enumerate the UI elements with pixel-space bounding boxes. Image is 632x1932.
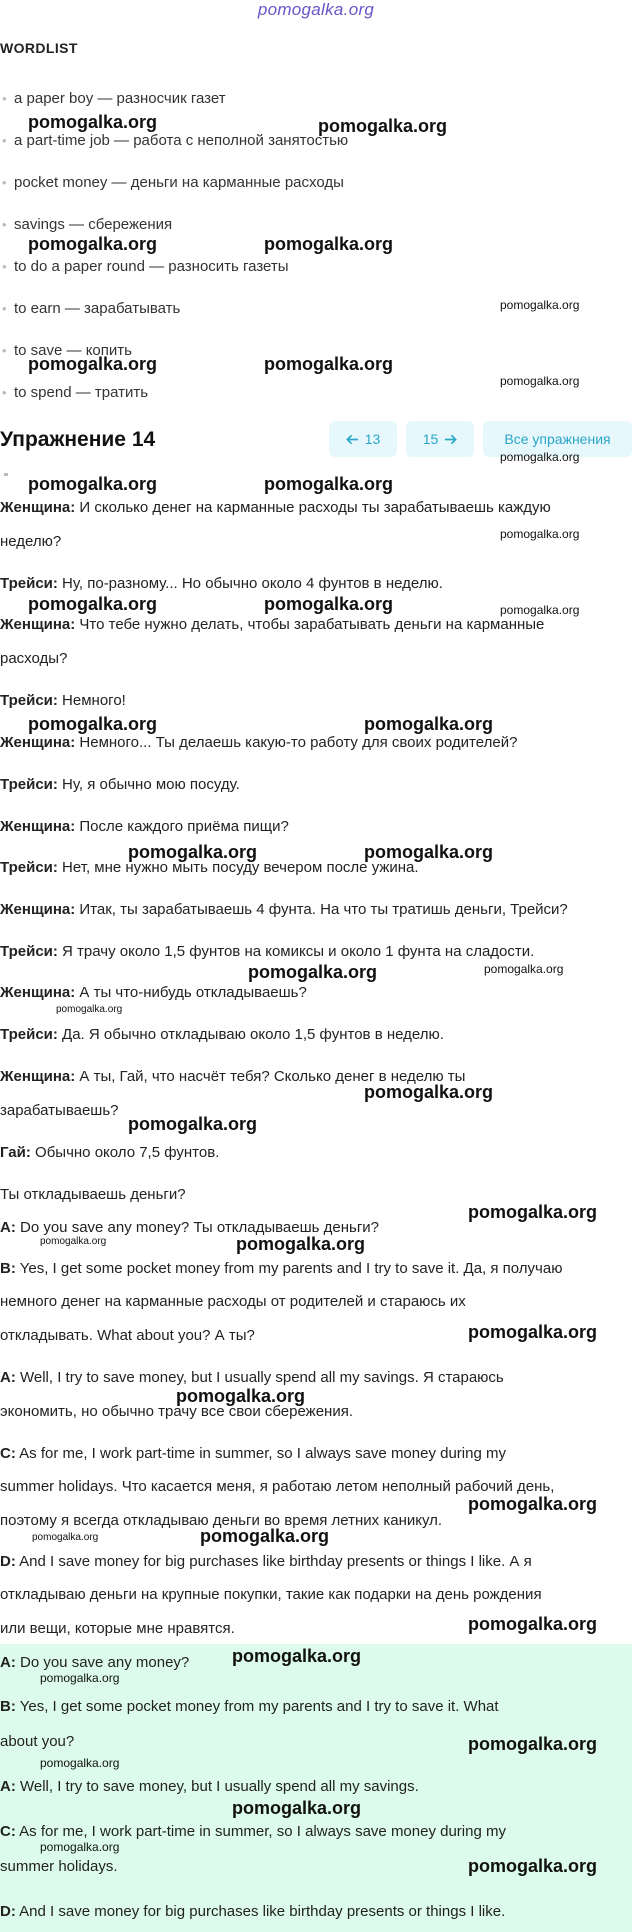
- english-line: A: Do you save any money?: [0, 1654, 190, 1671]
- answer-line: откладываю деньги на крупные покупки, такие как подарки на день рождения: [0, 1586, 542, 1603]
- dialogue-line: Женщина: Немного... Ты делаешь какую-то работу для своих родителей?: [0, 734, 518, 751]
- watermark: pomogalka.org: [500, 603, 580, 617]
- watermark: pomogalka.org: [128, 1114, 258, 1134]
- dialogue-line: Трейси: Ну, по-разному... Но обычно около 4 фунтов в неделю.: [0, 575, 443, 592]
- wordlist-item: • pocket money — деньги на карманные расходы: [14, 174, 344, 191]
- watermark: pomogalka.org: [28, 354, 158, 374]
- watermark: pomogalka.org: [318, 116, 448, 136]
- dialogue-line: Ты откладываешь деньги?: [0, 1186, 186, 1203]
- watermark: pomogalka.org: [40, 1671, 120, 1685]
- watermark: pomogalka.org: [264, 234, 394, 254]
- watermark: pomogalka.org: [364, 1082, 494, 1102]
- watermark: pomogalka.org: [468, 1202, 598, 1222]
- wordlist-item: • savings — сбережения: [14, 216, 172, 233]
- dialogue-line: расходы?: [0, 650, 68, 667]
- watermark: pomogalka.org: [128, 842, 258, 862]
- dialogue-line: Женщина: Что тебе нужно делать, чтобы зарабатывать деньги на карманные: [0, 616, 545, 633]
- english-line: B: Yes, I get some pocket money from my parents and I try to save it. What: [0, 1698, 499, 1715]
- dialogue-line: Трейси: Нет, мне нужно мыть посуду вечером после ужина.: [0, 859, 419, 876]
- wordlist-item: • to save — копить: [14, 342, 132, 359]
- exercise-title: Упражнение 14: [0, 428, 156, 451]
- watermark: pomogalka.org: [468, 1734, 598, 1754]
- arrow-right-icon: [444, 433, 457, 446]
- dialogue-line: неделю?: [0, 533, 62, 550]
- watermark: pomogalka.org: [232, 1798, 362, 1818]
- watermark: pomogalka.org: [468, 1614, 598, 1634]
- english-line: C: As for me, I work part-time in summer, so I always save money during my: [0, 1823, 506, 1840]
- watermark: pomogalka.org: [264, 594, 394, 614]
- next-exercise-label: 15: [422, 431, 439, 447]
- dialogue-line: Гай: Обычно около 7,5 фунтов.: [0, 1144, 220, 1161]
- answer-line: D: And I save money for big purchases like birthday presents or things I like. А я: [0, 1553, 532, 1570]
- answer-line: summer holidays. Что касается меня, я работаю летом неполный рабочий день,: [0, 1478, 555, 1495]
- wordlist-item: • a part-time job — работа с неполной занятостью: [14, 132, 348, 149]
- prev-exercise-button[interactable]: [329, 421, 397, 457]
- watermark: pomogalka.org: [484, 962, 564, 976]
- answer-line: B: Yes, I get some pocket money from my parents and I try to save it. Да, я получаю: [0, 1260, 563, 1277]
- site-logo[interactable]: pomogalka.org: [257, 0, 375, 19]
- watermark: pomogalka.org: [40, 1236, 107, 1247]
- dialogue-line: зарабатываешь?: [0, 1102, 119, 1119]
- english-line: summer holidays.: [0, 1858, 118, 1875]
- answer-line: или вещи, которые мне нравятся.: [0, 1620, 235, 1637]
- next-exercise-button[interactable]: [406, 421, 474, 457]
- answer-line: A: Do you save any money? Ты откладываешь деньги?: [0, 1219, 380, 1236]
- watermark: pomogalka.org: [364, 714, 494, 734]
- answer-line: C: As for me, I work part-time in summer, so I always save money during my: [0, 1445, 506, 1462]
- watermark: pomogalka.org: [40, 1840, 120, 1854]
- watermark: pomogalka.org: [32, 1532, 99, 1543]
- answer-line: поэтому я всегда откладываю деньги во время летних каникул.: [0, 1512, 443, 1529]
- dialogue-line: Женщина: А ты, Гай, что насчёт тебя? Сколько денег в неделю ты: [0, 1068, 466, 1085]
- all-exercises-label: Все упражнения: [504, 431, 611, 447]
- watermark: pomogalka.org: [500, 450, 580, 464]
- answer-line: откладывать. What about you? А ты?: [0, 1327, 255, 1344]
- dialogue-line: Трейси: Ну, я обычно мою посуду.: [0, 776, 240, 793]
- english-line: D: And I save money for big purchases like birthday presents or things I like.: [0, 1903, 506, 1920]
- divider-mark: [4, 473, 8, 476]
- answer-line: немного денег на карманные расходы от родителей и стараюсь их: [0, 1293, 466, 1310]
- watermark: pomogalka.org: [28, 474, 158, 494]
- dialogue-line: Трейси: Немного!: [0, 692, 126, 709]
- wordlist-item: • to spend — тратить: [14, 384, 148, 401]
- wordlist-heading: WORDLIST: [0, 40, 78, 56]
- watermark: pomogalka.org: [236, 1234, 366, 1254]
- watermark: pomogalka.org: [200, 1526, 330, 1546]
- wordlist-item: • to earn — зарабатывать: [14, 300, 180, 317]
- watermark: pomogalka.org: [40, 1756, 120, 1770]
- dialogue-line: Женщина: И сколько денег на карманные расходы ты зарабатываешь каждую: [0, 499, 551, 516]
- watermark: pomogalka.org: [364, 842, 494, 862]
- answer-line: A: Well, I try to save money, but I usually spend all my savings. Я стараюсь: [0, 1369, 504, 1386]
- watermark: pomogalka.org: [264, 474, 394, 494]
- answer-line: экономить, но обычно трачу все свои сбережения.: [0, 1403, 353, 1420]
- arrow-left-icon: [346, 433, 359, 446]
- watermark: pomogalka.org: [28, 234, 158, 254]
- dialogue-line: Трейси: Да. Я обычно откладываю около 1,5 фунтов в неделю.: [0, 1026, 444, 1043]
- watermark: pomogalka.org: [176, 1386, 306, 1406]
- dialogue-line: Женщина: А ты что-нибудь откладываешь?: [0, 984, 307, 1001]
- watermark: pomogalka.org: [264, 354, 394, 374]
- wordlist-item: • to do a paper round — разносить газеты: [14, 258, 289, 275]
- watermark: pomogalka.org: [28, 112, 158, 132]
- dialogue-line: Женщина: После каждого приёма пищи?: [0, 818, 289, 835]
- prev-exercise-label: 13: [364, 431, 381, 447]
- watermark: pomogalka.org: [500, 374, 580, 388]
- watermark: pomogalka.org: [468, 1856, 598, 1876]
- watermark: pomogalka.org: [468, 1322, 598, 1342]
- english-line: about you?: [0, 1733, 75, 1750]
- watermark: pomogalka.org: [500, 298, 580, 312]
- watermark: pomogalka.org: [500, 527, 580, 541]
- wordlist-item: • a paper boy — разносчик газет: [14, 90, 226, 107]
- dialogue-line: Трейси: Я трачу около 1,5 фунтов на комиксы и около 1 фунта на сладости.: [0, 943, 535, 960]
- watermark: pomogalka.org: [56, 1004, 123, 1015]
- watermark: pomogalka.org: [232, 1646, 362, 1666]
- watermark: pomogalka.org: [468, 1494, 598, 1514]
- watermark: pomogalka.org: [28, 594, 158, 614]
- dialogue-line: Женщина: Итак, ты зарабатываешь 4 фунта. На что ты тратишь деньги, Трейси?: [0, 901, 568, 918]
- watermark: pomogalka.org: [248, 962, 378, 982]
- english-line: A: Well, I try to save money, but I usually spend all my savings.: [0, 1778, 419, 1795]
- watermark: pomogalka.org: [28, 714, 158, 734]
